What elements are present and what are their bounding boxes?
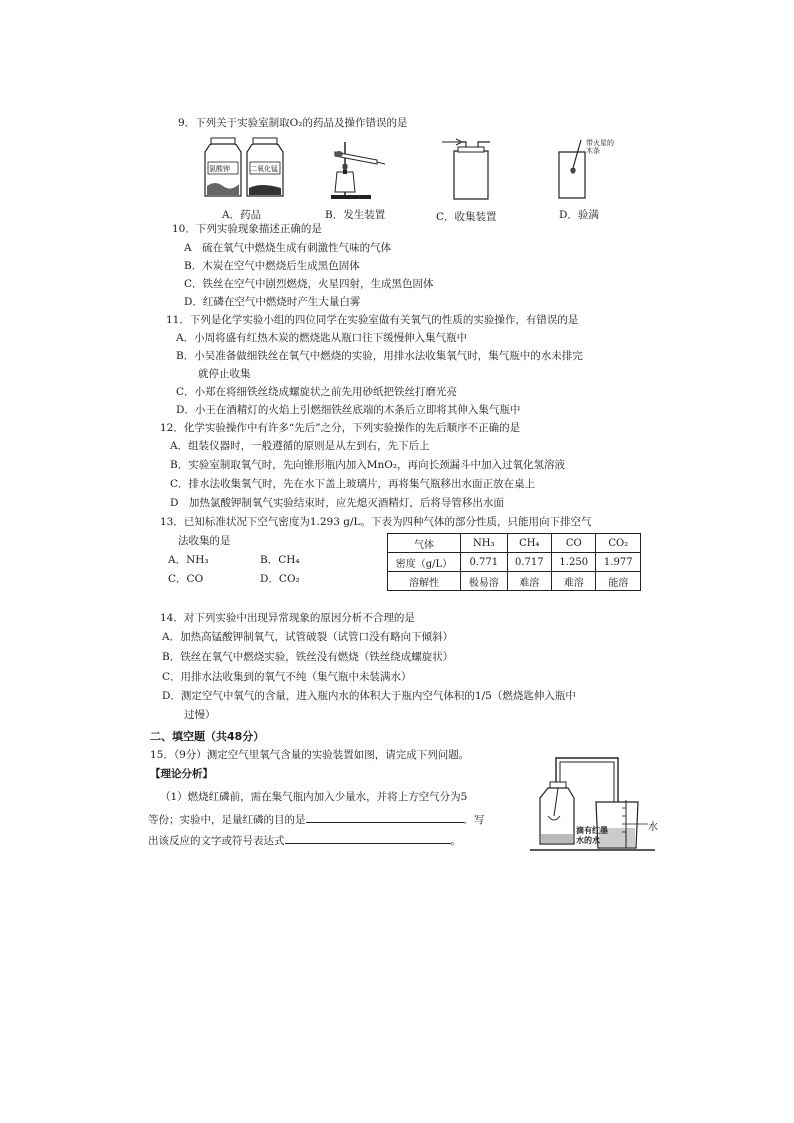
- table-cell: 0.717: [507, 553, 551, 572]
- q13-option-c: C．CO: [168, 573, 204, 585]
- q11-option-b-line2: 就停止收集: [198, 368, 251, 380]
- q10-option-d: D．红磷在空气中燃烧时产生大量白雾: [184, 296, 361, 308]
- q13-stem-line1: 13．已知标准状况下空气密度为1.293 g/L。下表为四种气体的部分性质，只能用向下排空气: [160, 516, 592, 528]
- q13-option-d: D．CO₂: [260, 573, 300, 585]
- glowing-splint-label: 带火星的木条: [586, 139, 614, 155]
- table-cell: NH₃: [461, 534, 508, 553]
- table-cell: 密度（g/L）: [388, 553, 461, 572]
- table-cell: 难溶: [507, 572, 551, 591]
- table-row: [388, 553, 641, 572]
- table-cell: 0.771: [461, 553, 508, 572]
- q15-subsection-title: 【理论分析】: [150, 768, 213, 780]
- q9-option-d: D．验满: [559, 209, 599, 221]
- q15-stem: 15．（9分）测定空气里氧气含量的实验装置如图，请完成下列问题。: [150, 749, 470, 761]
- q14-stem: 14．对下列实验中出现异常现象的原因分析不合理的是: [160, 612, 415, 624]
- q15-line1: （1）燃烧红磷前，需在集气瓶内加入少量水，并将上方空气分为5: [160, 791, 468, 803]
- q13-option-b: B．CH₄: [260, 554, 300, 566]
- q11-option-b-line1: B．小吴准备做细铁丝在氧气中燃烧的实验，用排水法收集氧气时，集气瓶中的水未排完: [176, 350, 583, 362]
- generation-apparatus-figure: [325, 138, 387, 200]
- q15-line3: [148, 832, 461, 848]
- q10-option-c: C．铁丝在空气中剧烈燃烧，火星四射，生成黑色固体: [184, 278, 434, 290]
- q11-option-a: A．小周将盛有红热木炭的燃烧匙从瓶口往下缓慢伸入集气瓶中: [176, 332, 468, 344]
- q15-line2-text: 等份；实验中，足量红磷的目的是: [148, 814, 306, 826]
- q13-option-a: A．NH₃: [168, 554, 209, 566]
- q14-option-d-line2: 过慢）: [184, 709, 216, 721]
- table-cell: 1.977: [596, 553, 641, 572]
- gas-properties-table: [387, 533, 641, 591]
- answer-blank-equation[interactable]: [285, 832, 451, 844]
- q12-option-b: B．实验室制取氧气时，先向锥形瓶内加入MnO₂，再向长颈漏斗中加入过氧化氢溶液: [170, 459, 566, 471]
- table-cell: CO: [552, 534, 596, 553]
- q9-option-c: C．收集装置: [436, 211, 497, 223]
- section-title: 二、填空题（共48分）: [150, 730, 265, 743]
- table-cell: 1.250: [552, 553, 596, 572]
- table-row: [388, 534, 641, 553]
- q11-option-c: C．小郑在将细铁丝绕成螺旋状之前先用砂纸把铁丝打磨光亮: [176, 386, 458, 398]
- table-row: [388, 572, 641, 591]
- q9-option-a: A．药品: [222, 209, 262, 221]
- q11-stem: 11．下列是化学实验小组的四位同学在实验室做有关氧气的性质的实验操作，有错误的是: [166, 314, 579, 326]
- table-cell: 难溶: [552, 572, 596, 591]
- jar-label-potassium-chlorate: 氯酸钾: [209, 165, 230, 173]
- q15-line3-text: 出该反应的文字或符号表达式: [148, 835, 285, 847]
- table-cell: CO₂: [596, 534, 641, 553]
- answer-blank-purpose[interactable]: [306, 811, 464, 823]
- table-cell: CH₄: [507, 534, 551, 553]
- q14-option-b: B．铁丝在氧气中燃烧实验，铁丝没有燃烧（铁丝绕成螺旋状）: [162, 651, 454, 663]
- table-cell: 极易溶: [461, 572, 508, 591]
- q11-option-d: D．小王在酒精灯的火焰上引燃细铁丝底端的木条后立即将其伸入集气瓶中: [176, 404, 521, 416]
- figure-label-water: 水: [648, 822, 658, 833]
- q13-stem-line2: 法收集的是: [178, 535, 231, 547]
- table-cell: 气体: [388, 534, 461, 553]
- table-cell: 能溶: [596, 572, 641, 591]
- q14-option-a: A．加热高锰酸钾制氧气，试管破裂（试管口没有略向下倾斜）: [162, 631, 454, 643]
- q10-stem: 10．下列实验现象描述正确的是: [172, 223, 322, 235]
- q15-line2-tail: ．写: [463, 814, 485, 826]
- q9-option-b: B．发生装置: [325, 209, 386, 221]
- table-cell: 溶解性: [388, 572, 461, 591]
- collection-apparatus-figure: [440, 137, 500, 201]
- jar-label-manganese-dioxide: 二氧化锰: [250, 165, 278, 173]
- figure-label-red-ink-water: 滴有红墨水的水: [576, 826, 608, 845]
- verification-figure: [555, 138, 590, 200]
- q12-option-a: A．组装仪器时，一般遵循的原则是从左到右，先下后上: [170, 440, 430, 452]
- q14-option-d-line1: D．测定空气中氧气的含量，进入瓶内水的体积大于瓶内空气体积的1/5（燃烧匙伸入瓶中: [162, 690, 576, 702]
- q12-option-d: D 加热氯酸钾制氧气实验结束时，应先熄灭酒精灯，后将导管移出水面: [170, 497, 504, 509]
- q15-line2: [148, 811, 485, 827]
- q9-stem: 9．下列关于实验室制取O₂的药品及操作错误的是: [178, 117, 408, 129]
- q15-line3-tail: 。: [450, 835, 461, 847]
- q10-option-a: A 硫在氧气中燃烧生成有刺激性气味的气体: [184, 242, 392, 254]
- q14-option-c: C．用排水法收集到的氧气不纯（集气瓶中未装满水）: [162, 671, 412, 683]
- q10-option-b: B．木炭在空气中燃烧后生成黑色固体: [184, 260, 360, 272]
- q12-option-c: C．排水法收集氧气时，先在水下盖上玻璃片，再将集气瓶移出水面正放在桌上: [170, 478, 536, 490]
- q12-stem: 12．化学实验操作中有许多“先后”之分，下列实验操作的先后顺序不正确的是: [160, 422, 521, 434]
